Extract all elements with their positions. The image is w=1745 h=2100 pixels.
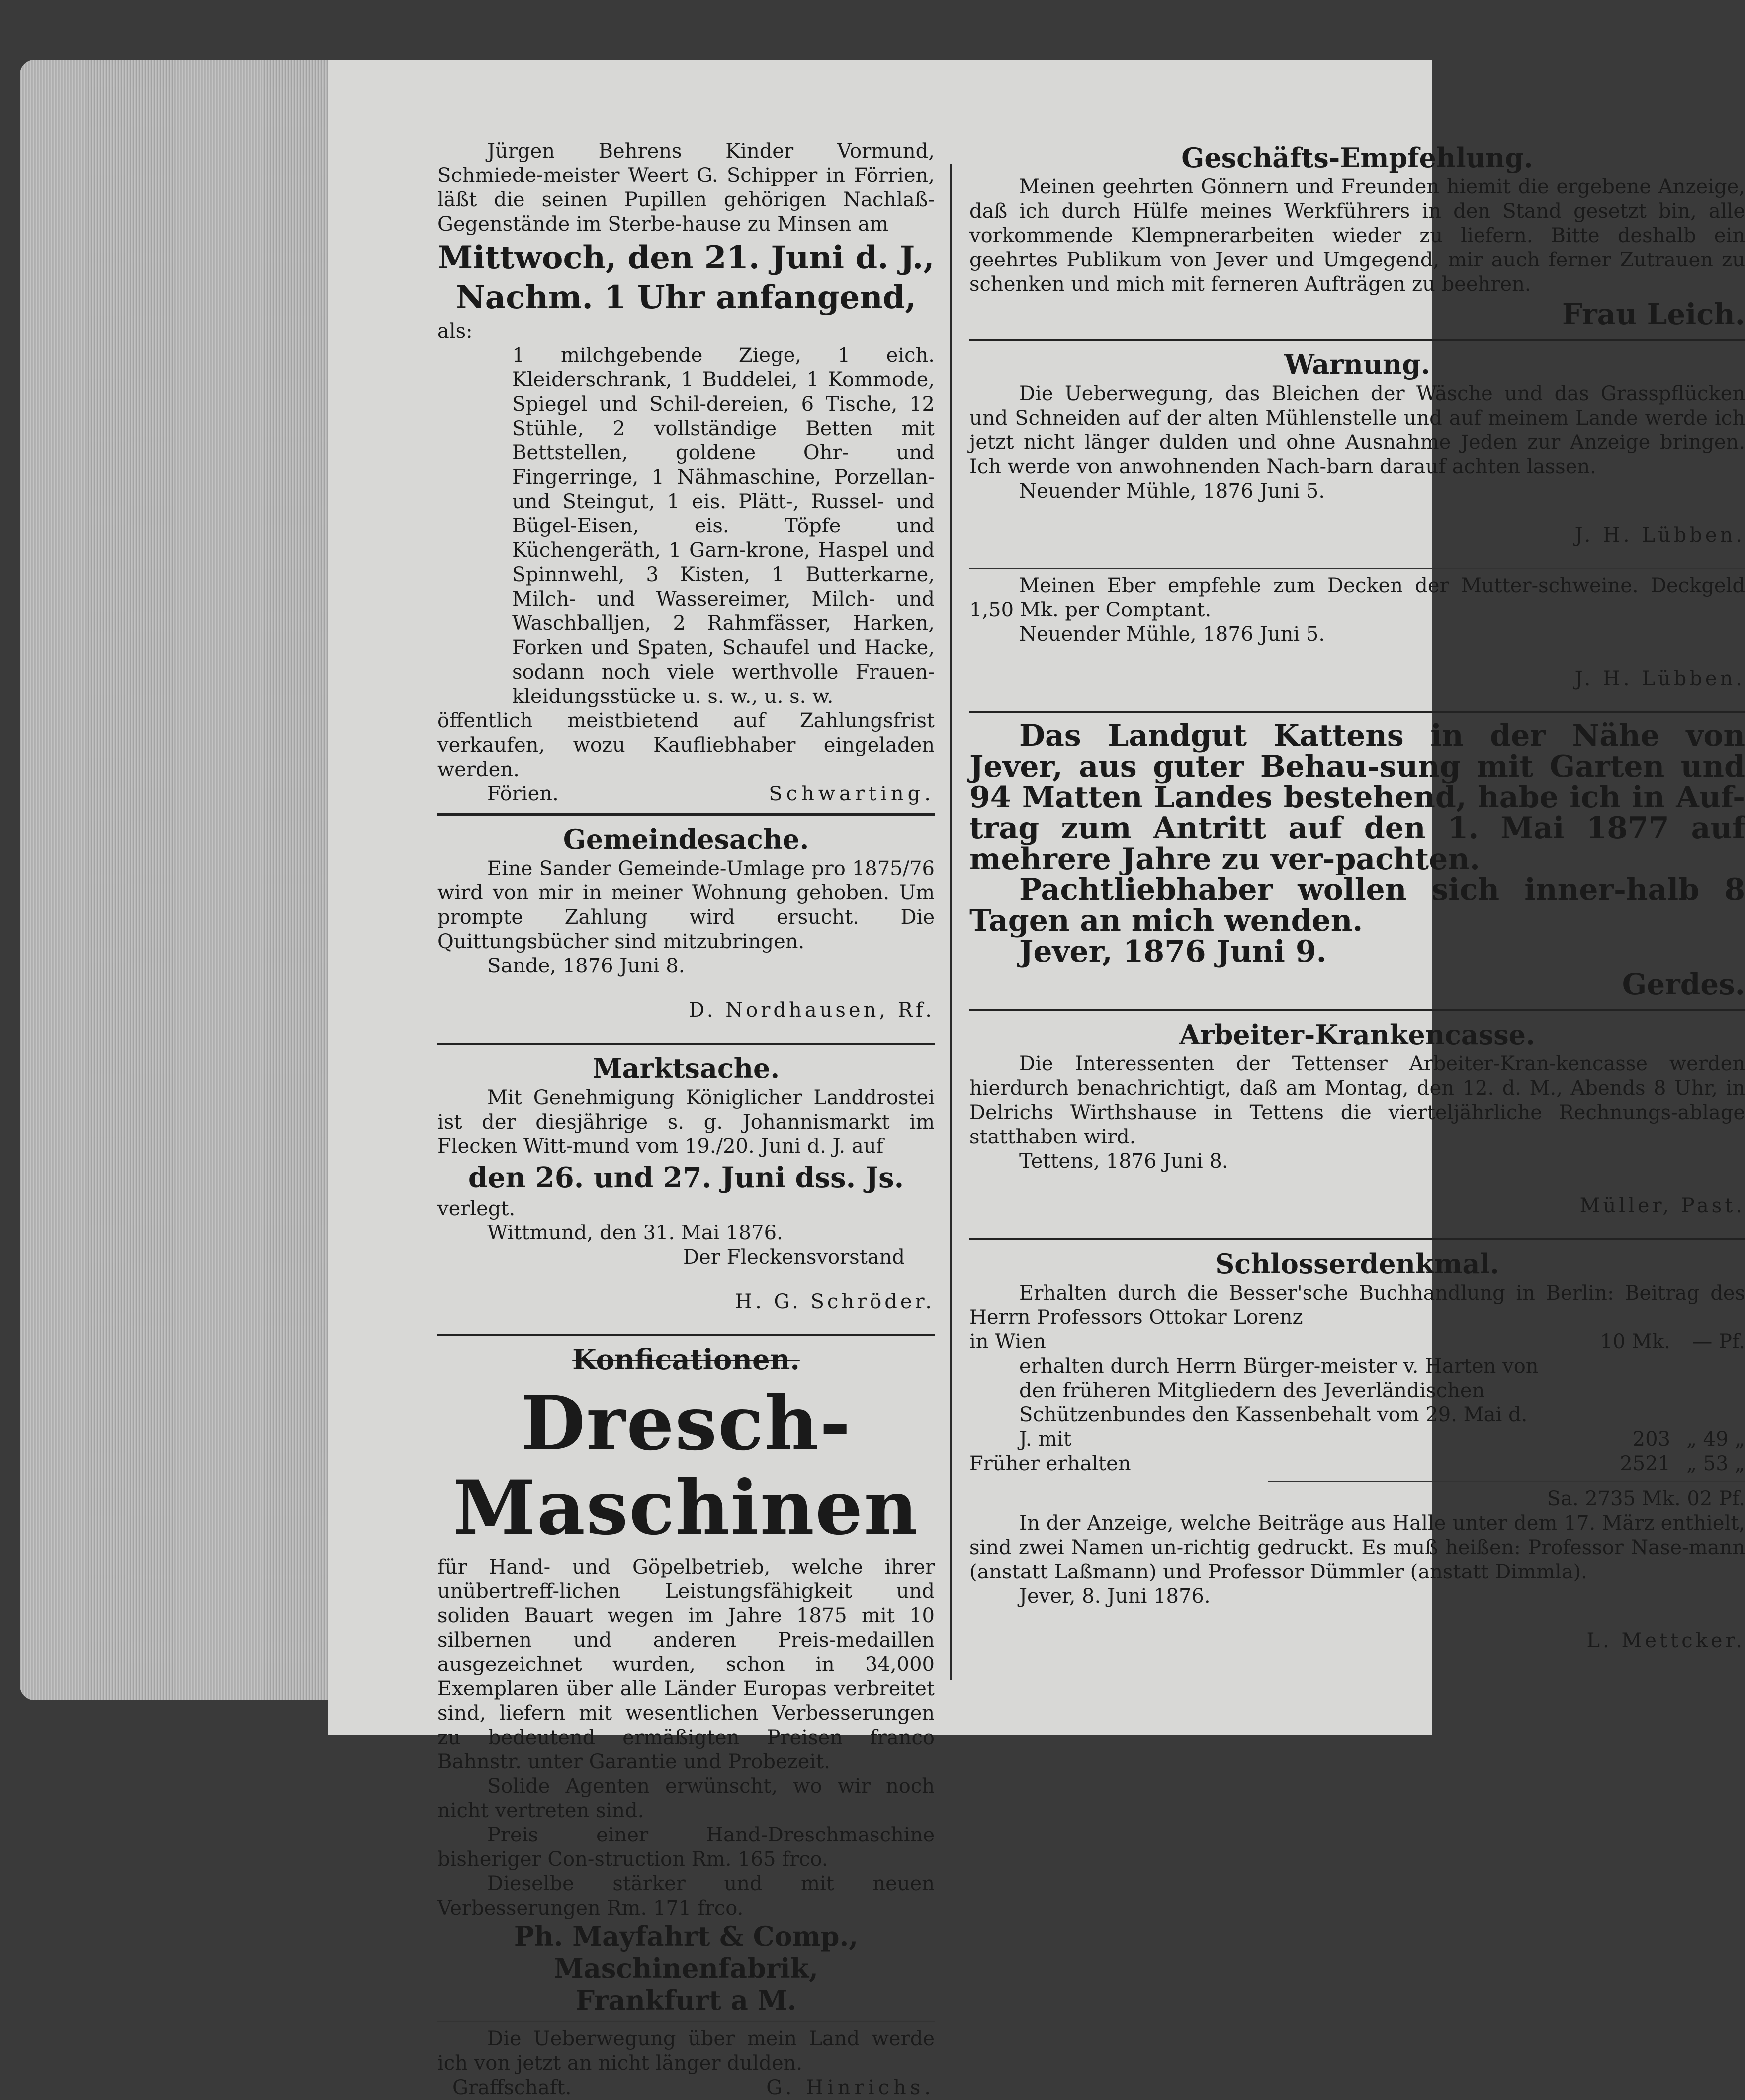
markt-signer-name: H. G. Schröder. (735, 1290, 935, 1313)
geschaeft-title: Geschäfts-Empfehlung. (1181, 142, 1533, 174)
donation-pf: — Pf. (1692, 1330, 1745, 1353)
gemeinde-notice (437, 823, 935, 1023)
column-divider (950, 164, 952, 1680)
warnung-dateline: Neuender Mühle, 1876 Juni 5. (1019, 480, 1325, 503)
divider (969, 1009, 1745, 1011)
dresch-agents: Solide Agenten erwünscht, wo wir noch nicht vertreten sind. (437, 1775, 935, 1822)
donation-amount: 10 Mk. (1600, 1330, 1670, 1353)
warnung-notice (969, 348, 1745, 548)
markt-verlegt: verlegt. (437, 1197, 516, 1220)
markt-title: Marktsache. (592, 1052, 780, 1084)
donation-total: Sa. 2735 Mk. 02 Pf. (1547, 1488, 1745, 1510)
dresch-heading: Konficationen. (572, 1343, 800, 1376)
schlosser-intro: Erhalten durch die Besser'sche Buchhandlung in Berlin: Beitrag des Herrn Professors Ottokar Lorenz (969, 1282, 1745, 1329)
dresch-firm: Ph. Mayfahrt & Comp., Maschinenfabrik, (514, 1921, 859, 1984)
divider (437, 1334, 935, 1336)
eber-dateline: Neuender Mühle, 1876 Juni 5. (1019, 623, 1325, 646)
donation-pf: „ 49 „ (1686, 1428, 1745, 1451)
dresch-price-hand: Preis einer Hand-Dreschmaschine bisheriger Con-struction Rm. 165 frco. (437, 1824, 935, 1871)
landgut-dateline: Jever, 1876 Juni 9. (1019, 934, 1327, 969)
divider (437, 2021, 935, 2022)
landgut-body: Das Landgut Kattens in der Nähe von Jever, aus guter Behau-sung mit Garten und 94 Matten Landes bestehend, habe ich in Auf-trag zum Antritt auf den 1. Mai 1877 auf mehrere Jahre zu ver-pachten. (969, 718, 1745, 876)
landgut-note: Pachtliebhaber wollen sich inner-halb 8 Tagen an mich wenden. (969, 873, 1745, 938)
warnung-signer: J. H. Lübben. (1574, 524, 1745, 547)
divider (969, 1238, 1745, 1240)
auction-date: Mittwoch, den 21. Juni d. J., (437, 239, 935, 276)
warnung-body: Die Ueberwegung, das Bleichen der Wäsche und das Grasspflücken und Schneiden auf der alten Mühlenstelle und auf meinem Lande werde ich jetzt nicht länger dulden und ohne Ausnahme Jeden zur Anzeige bringen. Ich werde von anwohnenden Nach-barn darauf achten lassen. (969, 382, 1745, 478)
donation-label: erhalten durch Herrn Bürger-meister v. Harten von den früheren Mitgliedern des Jeverländischen Schützenbundes den Kassenbehalt vom 29. Mai d. J. mit (1019, 1355, 1539, 1451)
donation-label: Früher erhalten (969, 1452, 1131, 1475)
landgut-signer: Gerdes. (1622, 967, 1745, 1001)
divider (969, 339, 1745, 341)
divider (437, 813, 935, 816)
donation-amount: 2521 (1620, 1452, 1670, 1475)
hinrichs-notice (437, 2027, 935, 2100)
kranken-dateline: Tettens, 1876 Juni 8. (1019, 1150, 1228, 1173)
eber-signer: J. H. Lübben. (1574, 667, 1745, 690)
hinrichs-body: Die Ueberwegung über mein Land werde ich von jetzt an nicht länger dulden. (437, 2027, 935, 2075)
auction-signer: Schwarting. (769, 783, 935, 805)
gemeinde-body: Eine Sander Gemeinde-Umlage pro 1875/76 wird von mir in meiner Wohnung gehoben. Um prompte Zahlung wird ersucht. Die Quittungsbücher sind mitzubringen. (437, 857, 935, 953)
auction-notice (437, 139, 935, 806)
hinrichs-place: Graffschaft. (452, 2076, 572, 2099)
table-row (969, 1354, 1745, 1452)
hinrichs-signature (437, 2076, 935, 2100)
auction-items: 1 milchgebende Ziege, 1 eich. Kleiderschrank, 1 Buddelei, 1 Kommode, Spiegel und Schil-dereien, 6 Tische, 12 Stühle, 2 vollständige Betten mit Bettstellen, goldene Ohr- und Fingerringe, 1 Nähmaschine, Porzellan- und Steingut, 1 eis. Plätt-, Russel- und Bügel-Eisen, eis. Töpfe und Küchengeräth, 1 Garn-krone, Haspel und Spinnwehl, 3 Kisten, 1 Butterkarne, Milch- und Wassereimer, Milch- und Waschballjen, 2 Rahmfässer, Harken, Forken und Spaten, Schaufel und Hacke, sodann noch viele werthvolle Frauen-kleidungsstücke u. s. w., u. s. w. (512, 344, 935, 708)
donation-amount: 203 (1632, 1428, 1670, 1451)
kranken-title: Arbeiter-Krankencasse. (1179, 1019, 1535, 1050)
eber-body: Meinen Eber empfehle zum Decken der Mutter-schweine. Deckgeld 1,50 Mk. per Comptant. (969, 574, 1745, 621)
dresch-advert (437, 1343, 935, 2016)
table-row (969, 1452, 1745, 1476)
gemeinde-title: Gemeindesache. (563, 823, 809, 855)
donation-label: in Wien (969, 1330, 1046, 1353)
gemeinde-signer: D. Nordhausen, Rf. (689, 999, 935, 1022)
geschaeft-body: Meinen geehrten Gönnern und Freunden hiemit die ergebene Anzeige, daß ich durch Hülfe meines Werkführers in den Stand gesetzt bin, alle vorkommende Klempnerarbeiten wieder zu liefern. Bitte deshalb ein geehrtes Publikum von Jever und Umgegend, mir auch ferner Zutrauen zu schenken und mich mit ferneren Aufträgen zu beehren. (969, 175, 1745, 296)
donation-table (969, 1330, 1745, 1476)
auction-closing: öffentlich meistbietend auf Zahlungsfrist verkaufen, wozu Kaufliebhaber eingeladen werden. (437, 709, 935, 781)
auction-place: Förien. (487, 783, 559, 805)
donation-pf: „ 53 „ (1686, 1452, 1745, 1475)
warnung-title: Warnung. (1284, 349, 1430, 380)
auction-als: als: (437, 320, 473, 343)
auction-time: Nachm. 1 Uhr anfangend, (456, 279, 916, 316)
dresch-body: für Hand- und Göpelbetrieb, welche ihrer unübertreff-lichen Leistungsfähigkeit und soliden Bauart wegen im Jahre 1875 mit 10 silbernen und anderen Preis-medaillen ausgezeichnet wurden, schon in 34,000 Exemplaren über alle Länder Europas verbreitet sind, liefern mit wesentlichen Verbesserungen zu bedeutend ermäßigten Preisen franco Bahnstr. unter Garantie und Probezeit. (437, 1556, 935, 1773)
schlosser-notice (969, 1247, 1745, 1653)
sum-rule (1268, 1481, 1745, 1482)
schlosser-dateline: Jever, 8. Juni 1876. (1019, 1585, 1211, 1608)
markt-notice (437, 1052, 935, 1314)
newspaper-page (328, 60, 1745, 2099)
markt-body: Mit Genehmigung Königlicher Landdrostei ist der diesjährige s. g. Johannismarkt im Flecken Witt-mund vom 19./20. Juni d. J. auf (437, 1086, 935, 1158)
dresch-title: Dresch-Maschinen (453, 1380, 919, 1552)
landgut-advert (969, 720, 1745, 1002)
kranken-signer: Müller, Past. (1579, 1194, 1745, 1217)
divider (437, 1043, 935, 1045)
divider (969, 711, 1745, 713)
gemeinde-dateline: Sande, 1876 Juni 8. (487, 955, 685, 977)
auction-signature (437, 782, 935, 806)
dresch-firm-city: Frankfurt a M. (575, 1984, 797, 2016)
dresch-price-strong: Dieselbe stärker und mit neuen Verbesserungen Rm. 171 frco. (437, 1872, 935, 1920)
schlosser-title: Schlosserdenkmal. (1215, 1248, 1499, 1280)
divider (969, 568, 1745, 569)
eber-notice (969, 574, 1745, 691)
markt-signer-office: Der Fleckensvorstand (683, 1246, 905, 1269)
kranken-body: Die Interessenten der Tettenser Arbeiter-Kran-kencasse werden hierdurch benachrichtigt, daß am Montag, den 12. d. M., Abends 8 Uhr, in Delrichs Wirthshause in Tettens die vierteljährliche Rechnungs-ablage statthaben wird. (969, 1052, 1745, 1148)
schlosser-signer: L. Mettcker. (1586, 1629, 1745, 1652)
left-column (437, 139, 935, 2100)
markt-dates: den 26. und 27. Juni dss. Js. (468, 1161, 904, 1194)
page-stack-edge (20, 60, 338, 1700)
hinrichs-signer: G. Hinrichs. (766, 2076, 935, 2099)
auction-intro: Jürgen Behrens Kinder Vormund, Schmiede-meister Weert G. Schipper in Förrien, läßt die seinen Pupillen gehörigen Nachlaß-Gegenstände im Sterbe-hause zu Minsen am (437, 140, 935, 236)
table-row (969, 1330, 1745, 1354)
geschaeft-notice (969, 141, 1745, 332)
geschaeft-signer: Frau Leich. (1562, 297, 1745, 331)
right-column (969, 139, 1745, 1673)
kranken-notice (969, 1018, 1745, 1218)
markt-dateline: Wittmund, den 31. Mai 1876. (487, 1222, 783, 1244)
schlosser-correction: In der Anzeige, welche Beiträge aus Halle unter dem 17. März enthielt, sind zwei Namen un-richtig gedruckt. Es muß heißen: Professor Nase-mann (anstatt Laßmann) und Professor Dümmler (anstatt Dimmla). (969, 1512, 1745, 1583)
